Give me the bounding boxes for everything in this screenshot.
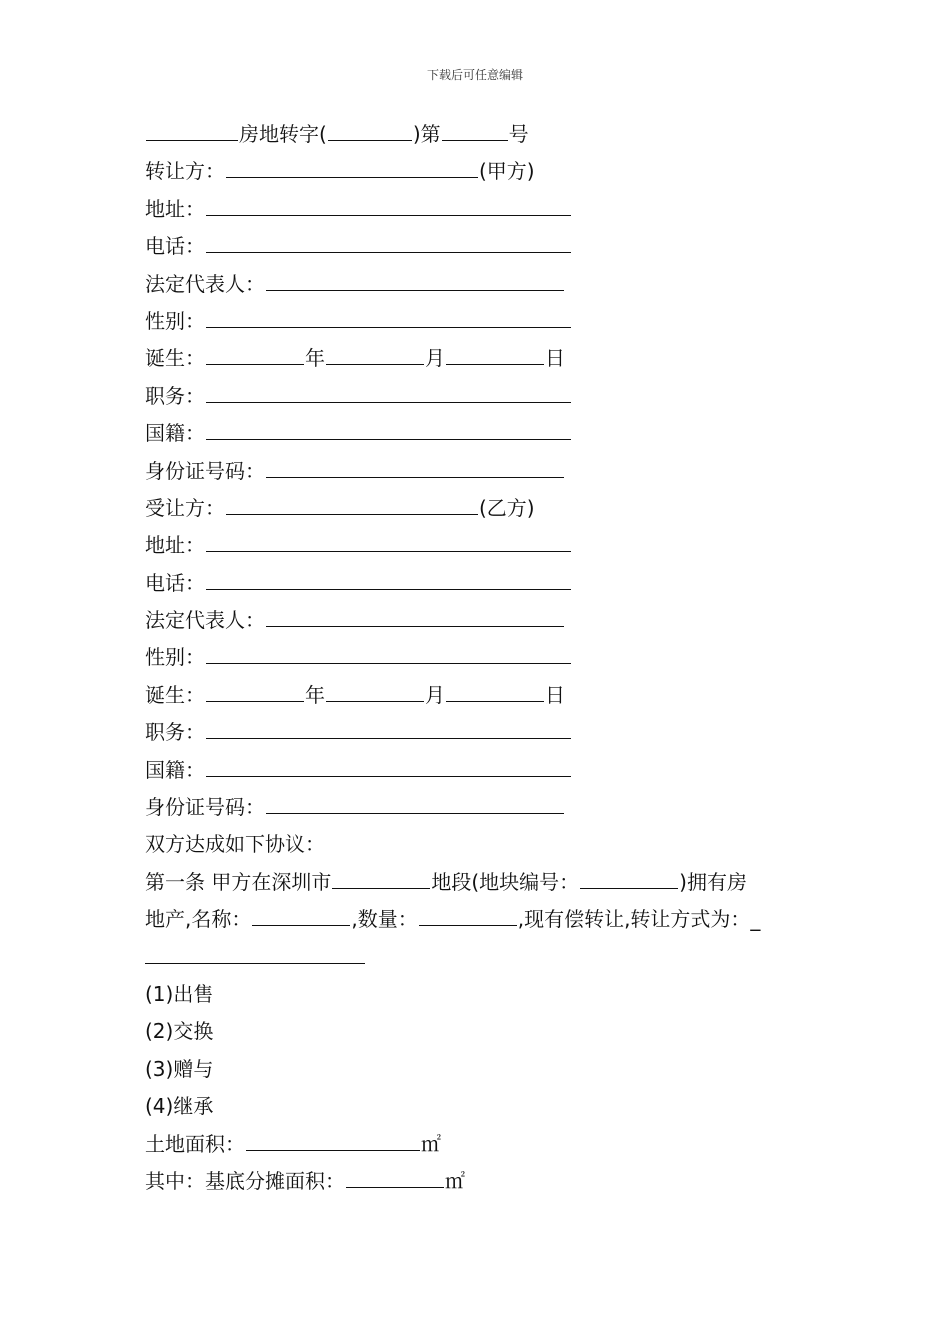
transferor-line: 转让方： (甲方) <box>145 159 535 184</box>
transferee-legal-rep-line: 法定代表人： <box>145 602 825 639</box>
transfer-method-blank[interactable] <box>145 944 365 964</box>
transferee-id-blank[interactable] <box>266 794 564 814</box>
transferor-phone-line: 电话： <box>145 228 825 265</box>
transferor-legal-rep-blank[interactable] <box>266 271 564 291</box>
transferor-nationality-line: 国籍： <box>145 415 825 452</box>
transferee-gender-blank[interactable] <box>206 644 571 664</box>
option-inheritance: (4)继承 <box>145 1094 214 1119</box>
transferee-gender-line: 性别： <box>145 639 825 676</box>
article-one-line-1: 第一条 甲方在深圳市 地段(地块编号： )拥有房 <box>145 869 747 894</box>
transferee-address-blank[interactable] <box>206 532 571 552</box>
transferee-birth-month-blank[interactable] <box>326 682 424 702</box>
agreement-intro: 双方达成如下协议： <box>145 832 325 857</box>
transferor-id-line: 身份证号码： <box>145 453 825 490</box>
transferor-position-blank[interactable] <box>206 383 571 403</box>
transferor-birth-year-blank[interactable] <box>206 345 304 365</box>
option-gift: (3)赠与 <box>145 1056 214 1081</box>
transferee-address-line: 地址： <box>145 527 825 564</box>
transferee-position-blank[interactable] <box>206 719 571 739</box>
transferor-phone-blank[interactable] <box>206 233 571 253</box>
certificate-prefix-blank[interactable] <box>146 121 238 141</box>
transferee-phone-line: 电话： <box>145 565 825 602</box>
transferor-position-line: 职务： <box>145 378 825 415</box>
transferee-phone-blank[interactable] <box>206 570 571 590</box>
transferor-blank[interactable] <box>226 158 478 178</box>
document-body <box>145 116 825 1200</box>
transferor-id-blank[interactable] <box>266 458 564 478</box>
base-shared-area-line: 其中：基底分摊面积： ㎡ <box>145 1168 465 1193</box>
transferee-nationality-line: 国籍： <box>145 752 825 789</box>
page-header-note: 下载后可任意编辑 <box>426 68 523 82</box>
transferor-birth-month-blank[interactable] <box>326 345 424 365</box>
land-area-blank[interactable] <box>246 1131 420 1151</box>
land-area-line: 土地面积： ㎡ <box>145 1131 441 1156</box>
transferee-birth-year-blank[interactable] <box>206 682 304 702</box>
transferor-gender-line: 性别： <box>145 303 825 340</box>
transferee-nationality-blank[interactable] <box>206 757 571 777</box>
article-one-line-2: 地产,名称： ,数量： ,现有偿转让,转让方式为：_ <box>145 907 761 932</box>
land-parcel-number-blank[interactable] <box>580 869 678 889</box>
transferor-nationality-blank[interactable] <box>206 420 571 440</box>
transferor-birth-line: 诞生： 年 月 日 <box>145 346 565 371</box>
certificate-year-blank[interactable] <box>328 121 412 141</box>
transferor-legal-rep-line: 法定代表人： <box>145 266 825 303</box>
transferee-position-line: 职务： <box>145 714 825 751</box>
article-one-line-3 <box>145 939 825 976</box>
transferor-birth-day-blank[interactable] <box>446 345 544 365</box>
transferee-birth-line: 诞生： 年 月 日 <box>145 682 565 707</box>
transferee-birth-day-blank[interactable] <box>446 682 544 702</box>
transferee-blank[interactable] <box>226 495 478 515</box>
base-shared-area-blank[interactable] <box>346 1168 444 1188</box>
transferor-address-line: 地址： <box>145 191 825 228</box>
transferor-gender-blank[interactable] <box>206 308 571 328</box>
property-quantity-blank[interactable] <box>419 906 517 926</box>
transferor-address-blank[interactable] <box>206 196 571 216</box>
option-sale: (1)出售 <box>145 981 214 1006</box>
transferee-legal-rep-blank[interactable] <box>266 607 564 627</box>
transferee-id-line: 身份证号码： <box>145 789 825 826</box>
certificate-number-line: 房地转字( )第 号 <box>145 116 825 153</box>
property-name-blank[interactable] <box>252 906 350 926</box>
transferee-line: 受让方： (乙方) <box>145 495 535 520</box>
certificate-number-blank[interactable] <box>442 121 508 141</box>
land-location-blank[interactable] <box>332 869 430 889</box>
option-exchange: (2)交换 <box>145 1019 214 1044</box>
